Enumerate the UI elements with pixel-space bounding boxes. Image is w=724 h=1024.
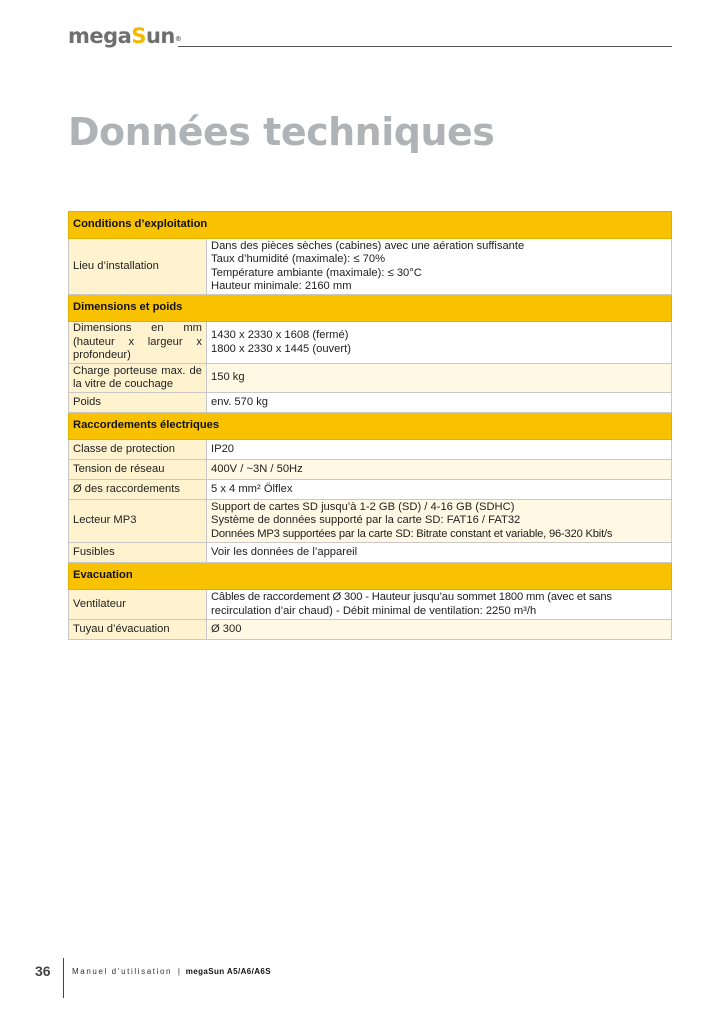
row-value: [207, 590, 672, 620]
page-title: Données techniques: [68, 110, 495, 154]
table-row: [69, 620, 672, 640]
table-row: [69, 239, 672, 295]
row-value: 400V / ~3N / 50Hz: [207, 460, 672, 480]
value-line: Données MP3 supportées par la carte SD: Bitrate constant et variable, 96-320 Kbit/s: [211, 527, 613, 540]
section-header-row: [69, 413, 672, 440]
row-value: [207, 500, 672, 543]
row-label: Fusibles: [69, 543, 207, 563]
row-label: Classe de protection: [69, 440, 207, 460]
row-value: [207, 322, 672, 364]
row-label: Charge porteuse max. de la vitre de couchage: [69, 364, 207, 393]
logo-text-un: un: [145, 24, 175, 48]
section-header-row: [69, 212, 672, 239]
table-row: [69, 480, 672, 500]
value-line: Hauteur minimale: 2160 mm: [211, 279, 352, 292]
section-title: Dimensions et poids: [69, 295, 672, 322]
row-value: [207, 239, 672, 295]
row-label: Poids: [69, 393, 207, 413]
value-line: recirculation d’air chaud) - Débit minimal de ventilation: 2250 m³/h: [211, 604, 537, 617]
table-row: [69, 460, 672, 480]
megasun-logo: [68, 22, 181, 50]
value-line: Taux d’humidité (maximale): ≤ 70%: [211, 253, 386, 266]
footer-rule: [63, 958, 64, 998]
table-row: [69, 322, 672, 364]
value-line: 1800 x 2330 x 1445 (ouvert): [211, 342, 351, 355]
section-title: Conditions d’exploitation: [69, 212, 672, 239]
row-label: Lecteur MP3: [69, 500, 207, 543]
value-line: Câbles de raccordement Ø 300 - Hauteur jusqu’au sommet 1800 mm (avec et sans: [211, 591, 612, 604]
row-value: Voir les données de l’appareil: [207, 543, 672, 563]
section-header-row: [69, 563, 672, 590]
section-title: Evacuation: [69, 563, 672, 590]
value-line: Système de données supporté par la carte SD: FAT16 / FAT32: [211, 514, 521, 527]
value-line: Support de cartes SD jusqu’à 1-2 GB (SD) / 4-16 GB (SDHC): [211, 500, 515, 513]
row-value: IP20: [207, 440, 672, 460]
row-label: Tension de réseau: [69, 460, 207, 480]
logo-text-s: S: [131, 24, 146, 48]
table-row: [69, 393, 672, 413]
section-header-row: [69, 295, 672, 322]
row-label: Ventilateur: [69, 590, 207, 620]
row-label: Dimensions en mm (hauteur x largeur x profondeur): [69, 322, 207, 364]
row-value: Ø 300: [207, 620, 672, 640]
table-row: [69, 500, 672, 543]
table-row: [69, 590, 672, 620]
row-value: env. 570 kg: [207, 393, 672, 413]
model-name: megaSun A5/A6/A6S: [185, 967, 271, 976]
spec-table: [68, 211, 672, 640]
table-row: [69, 364, 672, 393]
footer-separator: |: [177, 967, 180, 976]
row-value: 5 x 4 mm² Ölflex: [207, 480, 672, 500]
value-line: Température ambiante (maximale): ≤ 30°C: [211, 266, 422, 279]
section-title: Raccordements électriques: [69, 413, 672, 440]
footer-text: [72, 967, 271, 976]
logo-text-mega: mega: [68, 24, 132, 48]
logo-registered-mark: ®: [174, 35, 182, 43]
table-row: [69, 440, 672, 460]
value-line: Dans des pièces sèches (cabines) avec une aération suffisante: [211, 239, 525, 252]
row-label: Lieu d’installation: [69, 239, 207, 295]
row-value: 150 kg: [207, 364, 672, 393]
table-row: [69, 543, 672, 563]
value-line: 1430 x 2330 x 1608 (fermé): [211, 329, 349, 342]
page-number: 36: [35, 963, 51, 979]
manual-label: Manuel d’utilisation: [72, 967, 173, 976]
row-label: Ø des raccordements: [69, 480, 207, 500]
row-label: Tuyau d’évacuation: [69, 620, 207, 640]
header-rule: [178, 46, 672, 47]
